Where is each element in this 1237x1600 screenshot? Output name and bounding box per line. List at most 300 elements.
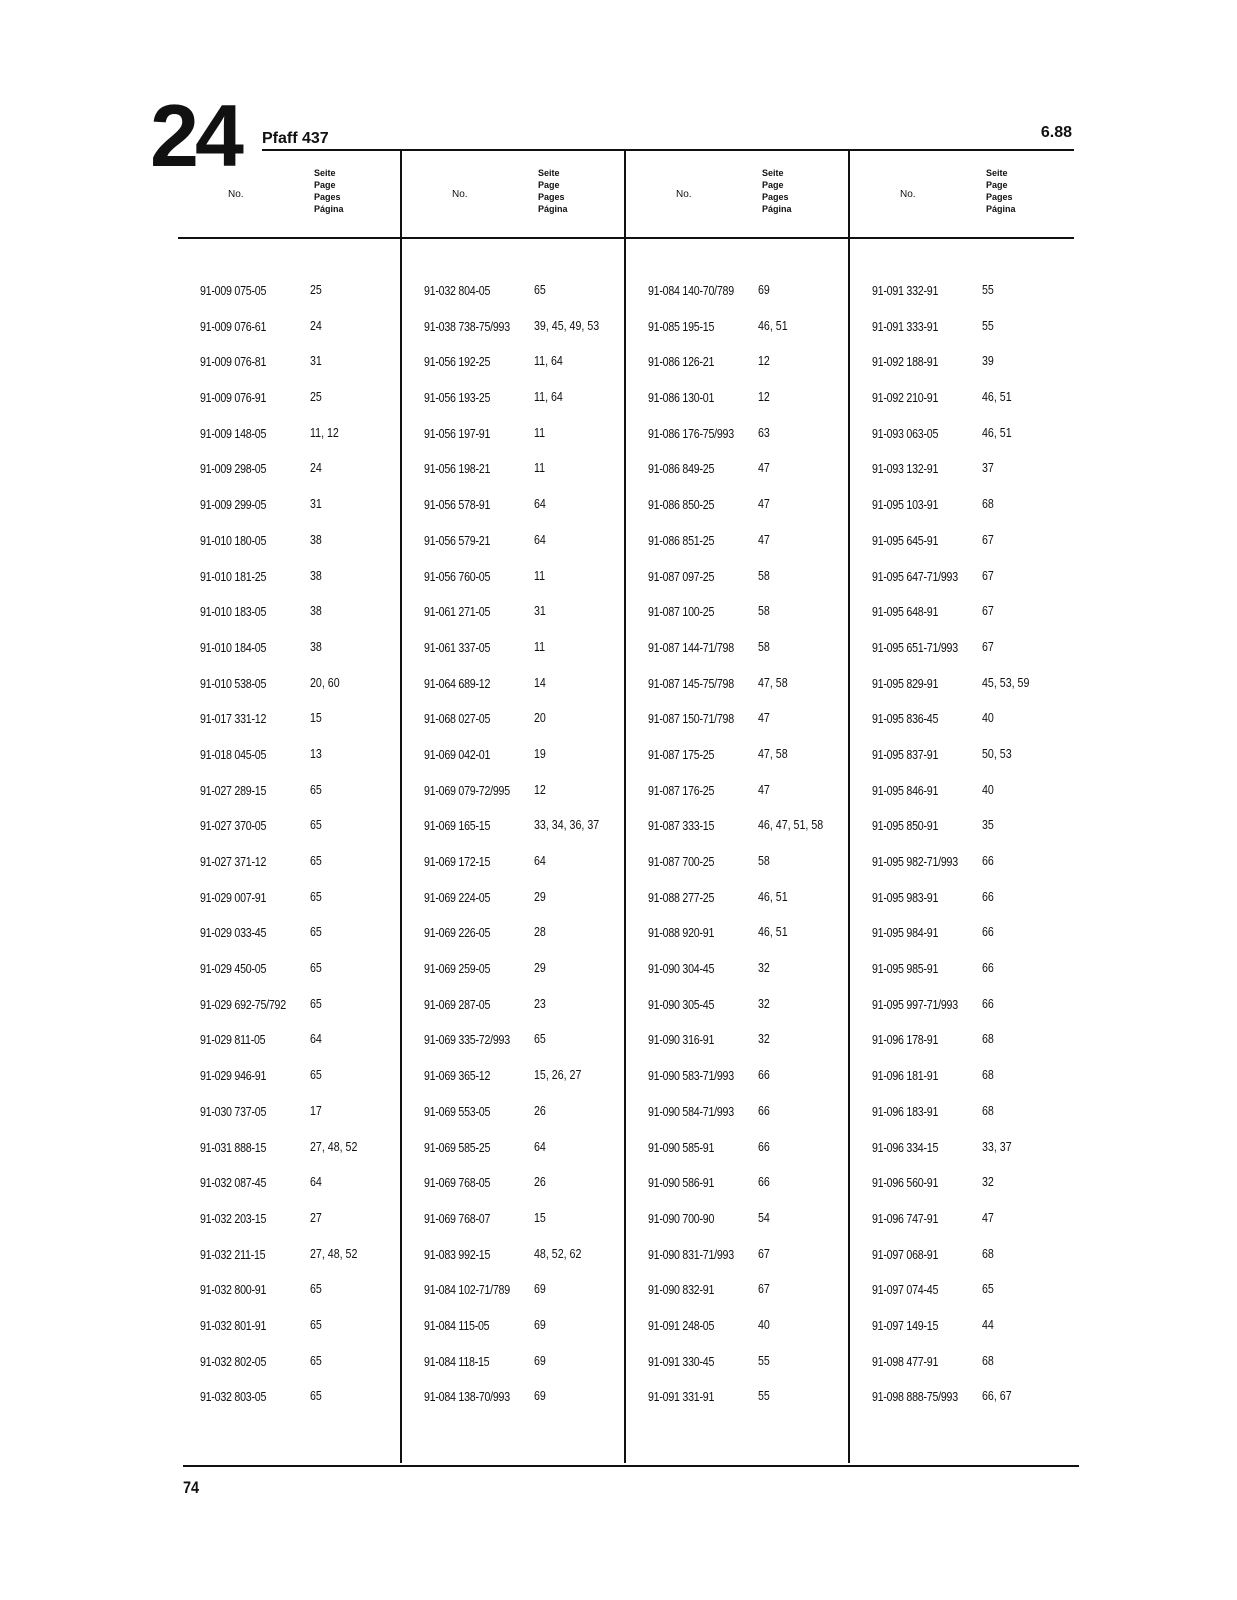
part-number: 91-090 700-90 — [648, 1210, 715, 1226]
no-label: No. — [452, 189, 468, 200]
page-reference: 66 — [758, 1102, 770, 1118]
page-label: Página — [986, 204, 1016, 214]
part-number: 91-090 304-45 — [648, 961, 715, 977]
page-reference: 66 — [982, 960, 994, 976]
part-number: 91-056 198-21 — [424, 461, 491, 477]
page-reference: 29 — [534, 888, 546, 904]
page-reference: 65 — [310, 888, 322, 904]
part-number: 91-087 700-25 — [648, 854, 715, 869]
index-row — [872, 1211, 1092, 1247]
index-row — [200, 533, 420, 569]
page-reference: 55 — [982, 317, 994, 333]
part-number: 91-031 888-15 — [200, 1139, 267, 1155]
page-reference: 47 — [758, 460, 770, 476]
part-number: 91-027 289-15 — [200, 782, 267, 798]
page-label: Seite — [762, 168, 784, 178]
column-header — [402, 155, 622, 233]
index-row — [424, 497, 644, 533]
index-row — [872, 1354, 1092, 1390]
index-row — [424, 533, 644, 569]
index-column — [648, 283, 868, 1425]
page-reference: 47 — [758, 710, 770, 726]
page-reference: 68 — [982, 1067, 994, 1083]
index-row — [872, 1247, 1092, 1283]
index-row — [648, 319, 868, 355]
part-number: 91-087 145-75/798 — [648, 675, 734, 691]
part-number: 91-096 178-91 — [872, 1032, 939, 1048]
revision-date: 6.88 — [1040, 124, 1072, 141]
index-row — [200, 390, 420, 426]
page-reference: 46, 47, 51, 58 — [758, 817, 824, 833]
index-row — [872, 426, 1092, 462]
page-label-stack — [762, 167, 792, 215]
part-number: 91-096 747-91 — [872, 1210, 939, 1226]
index-row — [872, 676, 1092, 712]
index-row — [200, 997, 420, 1033]
column-header — [178, 155, 398, 233]
page-reference: 64 — [534, 496, 546, 512]
page-label-stack — [314, 167, 344, 215]
page-reference: 25 — [310, 282, 322, 297]
index-row — [872, 854, 1092, 890]
part-number: 91-090 585-91 — [648, 1139, 715, 1155]
page-reference: 47, 58 — [758, 745, 788, 761]
part-number: 91-084 118-15 — [424, 1353, 490, 1369]
page-reference: 27, 48, 52 — [310, 1138, 358, 1154]
column-header-rule — [178, 237, 1074, 239]
index-row — [200, 1175, 420, 1211]
part-number: 91-029 033-45 — [200, 925, 267, 941]
page-reference: 65 — [982, 1281, 994, 1297]
index-row — [424, 818, 644, 854]
index-row — [648, 1211, 868, 1247]
page-reference: 47 — [982, 1209, 994, 1225]
part-number: 91-032 800-91 — [200, 1282, 267, 1298]
index-row — [200, 818, 420, 854]
page-reference: 55 — [758, 1388, 770, 1404]
page-reference: 64 — [310, 1174, 322, 1190]
index-row — [648, 818, 868, 854]
index-row — [648, 426, 868, 462]
part-number: 91-087 176-25 — [648, 782, 715, 798]
page-label: Seite — [314, 168, 336, 178]
part-number: 91-029 007-91 — [200, 889, 267, 905]
index-row — [648, 533, 868, 569]
section-number: 24 — [150, 86, 240, 185]
page-reference: 68 — [982, 1102, 994, 1118]
part-number: 91-010 180-05 — [200, 532, 267, 548]
part-number: 91-009 299-05 — [200, 497, 267, 513]
part-number: 91-090 584-71/993 — [648, 1103, 734, 1119]
page-reference: 46, 51 — [758, 924, 788, 940]
part-number: 91-096 560-91 — [872, 1175, 939, 1191]
part-number: 91-009 075-05 — [200, 283, 267, 298]
part-number: 91-090 831-71/993 — [648, 1246, 734, 1262]
index-row — [424, 283, 644, 319]
index-row — [200, 890, 420, 926]
index-row — [872, 1282, 1092, 1318]
page-reference: 67 — [982, 603, 994, 619]
index-row — [200, 1140, 420, 1176]
index-row — [648, 390, 868, 426]
part-number: 91-032 203-15 — [200, 1210, 267, 1226]
page-reference: 13 — [310, 745, 322, 761]
page-label-stack — [986, 167, 1016, 215]
part-number: 91-091 333-91 — [872, 318, 939, 334]
index-row — [200, 711, 420, 747]
part-number: 91-090 832-91 — [648, 1282, 715, 1298]
page-reference: 47 — [758, 496, 770, 512]
index-row — [872, 640, 1092, 676]
index-row — [648, 283, 868, 319]
part-number: 91-095 836-45 — [872, 711, 939, 727]
index-row — [872, 354, 1092, 390]
page-reference: 55 — [758, 1352, 770, 1368]
page-reference: 58 — [758, 853, 770, 868]
page-reference: 58 — [758, 638, 770, 654]
page-label: Página — [762, 204, 792, 214]
part-number: 91-032 087-45 — [200, 1175, 267, 1191]
part-number: 91-069 585-25 — [424, 1139, 491, 1155]
part-number: 91-056 578-91 — [424, 497, 491, 513]
index-row — [200, 283, 420, 319]
index-row — [872, 1032, 1092, 1068]
page-reference: 12 — [534, 781, 546, 797]
part-number: 91-095 846-91 — [872, 782, 939, 798]
index-row — [872, 461, 1092, 497]
page-reference: 20 — [534, 710, 546, 726]
part-number: 91-093 132-91 — [872, 461, 939, 477]
page-label: Pages — [762, 192, 789, 202]
part-number: 91-090 316-91 — [648, 1032, 715, 1048]
index-row — [872, 1104, 1092, 1140]
part-number: 91-069 079-72/995 — [424, 782, 510, 798]
index-row — [872, 390, 1092, 426]
page-reference: 65 — [310, 817, 322, 833]
part-number: 91-090 583-71/993 — [648, 1068, 734, 1084]
index-row — [872, 925, 1092, 961]
page-reference: 66 — [758, 1174, 770, 1190]
part-number: 91-096 334-15 — [872, 1139, 939, 1155]
index-row — [424, 1140, 644, 1176]
column-header — [850, 155, 1070, 233]
page-reference: 15, 26, 27 — [534, 1067, 582, 1083]
page-reference: 68 — [982, 496, 994, 512]
index-row — [200, 1247, 420, 1283]
index-row — [648, 1032, 868, 1068]
index-row — [200, 961, 420, 997]
page-reference: 45, 53, 59 — [982, 674, 1030, 690]
index-row — [424, 1175, 644, 1211]
part-number: 91-017 331-12 — [200, 711, 267, 727]
part-number: 91-097 068-91 — [872, 1246, 939, 1262]
page-reference: 66 — [982, 924, 994, 940]
page-reference: 32 — [758, 960, 770, 976]
index-row — [424, 1068, 644, 1104]
part-number: 91-090 305-45 — [648, 996, 715, 1012]
page-reference: 35 — [982, 817, 994, 833]
index-row — [872, 997, 1092, 1033]
page-reference: 65 — [534, 1031, 546, 1047]
page-reference: 65 — [534, 282, 546, 297]
part-number: 91-069 259-05 — [424, 961, 491, 977]
part-number: 91-084 115-05 — [424, 1317, 490, 1333]
index-row — [200, 1389, 420, 1425]
page-reference: 66 — [758, 1138, 770, 1154]
index-row — [424, 319, 644, 355]
index-row — [200, 604, 420, 640]
index-row — [424, 390, 644, 426]
index-row — [200, 1032, 420, 1068]
page-reference: 11 — [534, 638, 546, 654]
part-number: 91-064 689-12 — [424, 675, 491, 691]
no-label: No. — [900, 189, 916, 200]
index-column — [200, 283, 420, 1425]
part-number: 91-091 331-91 — [648, 1389, 715, 1405]
page-reference: 23 — [534, 995, 546, 1011]
index-row — [424, 1318, 644, 1354]
index-row — [872, 818, 1092, 854]
part-number: 91-093 063-05 — [872, 425, 939, 441]
page-reference: 69 — [758, 282, 770, 297]
part-number: 91-068 027-05 — [424, 711, 491, 727]
index-row — [200, 461, 420, 497]
page-reference: 67 — [982, 638, 994, 654]
part-number: 91-091 330-45 — [648, 1353, 715, 1369]
index-row — [424, 640, 644, 676]
page-reference: 31 — [534, 603, 546, 619]
index-row — [424, 997, 644, 1033]
page-reference: 11 — [534, 460, 546, 476]
index-row — [648, 1282, 868, 1318]
part-number: 91-098 477-91 — [872, 1353, 939, 1369]
page-label: Pages — [986, 192, 1013, 202]
index-row — [872, 1389, 1092, 1425]
page-label: Page — [538, 180, 560, 190]
index-row — [872, 533, 1092, 569]
index-row — [424, 1354, 644, 1390]
footer-rule — [183, 1465, 1079, 1467]
index-row — [200, 426, 420, 462]
part-number: 91-009 298-05 — [200, 461, 267, 477]
page-reference: 66 — [982, 995, 994, 1011]
page-reference: 65 — [310, 1388, 322, 1404]
part-number: 91-095 984-91 — [872, 925, 939, 941]
part-number: 91-095 648-91 — [872, 604, 939, 620]
page-reference: 27, 48, 52 — [310, 1245, 358, 1261]
header-rule — [262, 149, 1074, 151]
index-row — [872, 1140, 1092, 1176]
part-number: 91-056 197-91 — [424, 425, 491, 441]
part-number: 91-087 150-71/798 — [648, 711, 734, 727]
no-label: No. — [676, 189, 692, 200]
index-row — [200, 1068, 420, 1104]
part-number: 91-032 803-05 — [200, 1389, 267, 1405]
index-row — [648, 854, 868, 890]
part-number: 91-086 176-75/993 — [648, 425, 734, 441]
part-number: 91-061 271-05 — [424, 604, 491, 620]
page-reference: 65 — [310, 1352, 322, 1368]
page-label: Page — [762, 180, 784, 190]
index-row — [424, 676, 644, 712]
part-number: 91-083 992-15 — [424, 1246, 491, 1262]
part-number: 91-010 184-05 — [200, 639, 267, 655]
part-number: 91-038 738-75/993 — [424, 318, 510, 334]
index-row — [872, 569, 1092, 605]
part-number: 91-096 181-91 — [872, 1068, 939, 1084]
index-row — [648, 604, 868, 640]
part-number: 91-095 983-91 — [872, 889, 939, 905]
index-row — [200, 640, 420, 676]
index-row — [648, 1175, 868, 1211]
page-reference: 46, 51 — [982, 424, 1012, 440]
part-number: 91-069 226-05 — [424, 925, 491, 941]
part-number: 91-069 287-05 — [424, 996, 491, 1012]
page-reference: 25 — [310, 389, 322, 405]
page-reference: 66, 67 — [982, 1388, 1012, 1404]
page-reference: 26 — [534, 1102, 546, 1118]
part-number: 91-088 920-91 — [648, 925, 715, 941]
index-row — [648, 961, 868, 997]
part-number: 91-095 837-91 — [872, 746, 939, 762]
part-number: 91-095 829-91 — [872, 675, 939, 691]
page-reference: 38 — [310, 567, 322, 583]
part-number: 91-096 183-91 — [872, 1103, 939, 1119]
page-reference: 64 — [310, 1031, 322, 1047]
page-reference: 65 — [310, 853, 322, 868]
part-number: 91-029 692-75/792 — [200, 996, 286, 1012]
page-reference: 66 — [758, 1067, 770, 1083]
page-reference: 65 — [310, 995, 322, 1011]
page-reference: 67 — [982, 531, 994, 547]
index-row — [200, 1282, 420, 1318]
index-row — [872, 319, 1092, 355]
page-reference: 69 — [534, 1316, 546, 1332]
part-number: 91-029 946-91 — [200, 1068, 267, 1084]
part-number: 91-061 337-05 — [424, 639, 491, 655]
page-label: Seite — [538, 168, 560, 178]
index-row — [200, 925, 420, 961]
index-row — [648, 1247, 868, 1283]
index-row — [424, 854, 644, 890]
index-row — [424, 604, 644, 640]
index-row — [648, 1389, 868, 1425]
part-number: 91-084 140-70/789 — [648, 283, 734, 298]
index-row — [648, 640, 868, 676]
index-row — [424, 711, 644, 747]
index-row — [872, 1318, 1092, 1354]
page-reference: 47 — [758, 531, 770, 547]
index-row — [648, 676, 868, 712]
part-number: 91-029 811-05 — [200, 1032, 266, 1048]
part-number: 91-095 850-91 — [872, 818, 939, 834]
index-row — [872, 783, 1092, 819]
page-reference: 46, 51 — [758, 317, 788, 333]
page-reference: 19 — [534, 745, 546, 761]
page-reference: 69 — [534, 1281, 546, 1297]
page-reference: 38 — [310, 638, 322, 654]
page-reference: 24 — [310, 460, 322, 476]
page-label: Página — [314, 204, 344, 214]
page-reference: 47, 58 — [758, 674, 788, 690]
part-number: 91-009 076-61 — [200, 318, 267, 334]
part-number: 91-030 737-05 — [200, 1103, 267, 1119]
index-row — [200, 569, 420, 605]
part-number: 91-069 335-72/993 — [424, 1032, 510, 1048]
index-row — [424, 925, 644, 961]
page-reference: 44 — [982, 1316, 994, 1332]
index-row — [200, 497, 420, 533]
page-reference: 65 — [310, 781, 322, 797]
index-row — [872, 1068, 1092, 1104]
part-number: 91-018 045-05 — [200, 746, 267, 762]
index-row — [424, 1104, 644, 1140]
column-header — [626, 155, 846, 233]
index-row — [872, 711, 1092, 747]
page-reference: 65 — [310, 924, 322, 940]
index-row — [424, 426, 644, 462]
page-reference: 31 — [310, 353, 322, 369]
part-number: 91-091 332-91 — [872, 283, 939, 298]
page-reference: 40 — [982, 710, 994, 726]
page-reference: 40 — [982, 781, 994, 797]
page-reference: 50, 53 — [982, 745, 1012, 761]
part-number: 91-069 768-05 — [424, 1175, 491, 1191]
index-row — [424, 1211, 644, 1247]
index-row — [648, 925, 868, 961]
part-number: 91-095 997-71/993 — [872, 996, 958, 1012]
index-row — [872, 961, 1092, 997]
page-reference: 54 — [758, 1209, 770, 1225]
page-label: Pages — [314, 192, 341, 202]
part-number: 91-086 130-01 — [648, 390, 715, 406]
index-row — [200, 854, 420, 890]
page-reference: 38 — [310, 603, 322, 619]
index-row — [424, 1247, 644, 1283]
index-row — [648, 747, 868, 783]
part-number: 91-095 982-71/993 — [872, 854, 958, 869]
page-reference: 55 — [982, 282, 994, 297]
index-row — [648, 997, 868, 1033]
page-number: 74 — [183, 1478, 200, 1497]
index-row — [648, 783, 868, 819]
page-reference: 20, 60 — [310, 674, 340, 690]
page-reference: 46, 51 — [758, 888, 788, 904]
page-reference: 64 — [534, 531, 546, 547]
part-number: 91-056 760-05 — [424, 568, 491, 584]
part-number: 91-027 371-12 — [200, 854, 267, 869]
part-number: 91-010 183-05 — [200, 604, 267, 620]
index-row — [200, 747, 420, 783]
index-row — [200, 783, 420, 819]
index-row — [872, 604, 1092, 640]
page-reference: 65 — [310, 960, 322, 976]
page-reference: 32 — [758, 1031, 770, 1047]
part-number: 91-010 538-05 — [200, 675, 267, 691]
page-reference: 63 — [758, 424, 770, 440]
part-number: 91-095 103-91 — [872, 497, 939, 513]
part-number: 91-086 849-25 — [648, 461, 715, 477]
index-row — [648, 1104, 868, 1140]
index-row — [424, 569, 644, 605]
index-row — [200, 1354, 420, 1390]
index-row — [648, 1354, 868, 1390]
page-label-stack — [538, 167, 568, 215]
part-number: 91-032 802-05 — [200, 1353, 267, 1369]
page-reference: 65 — [310, 1067, 322, 1083]
part-number: 91-084 102-71/789 — [424, 1282, 510, 1298]
page-reference: 15 — [310, 710, 322, 726]
